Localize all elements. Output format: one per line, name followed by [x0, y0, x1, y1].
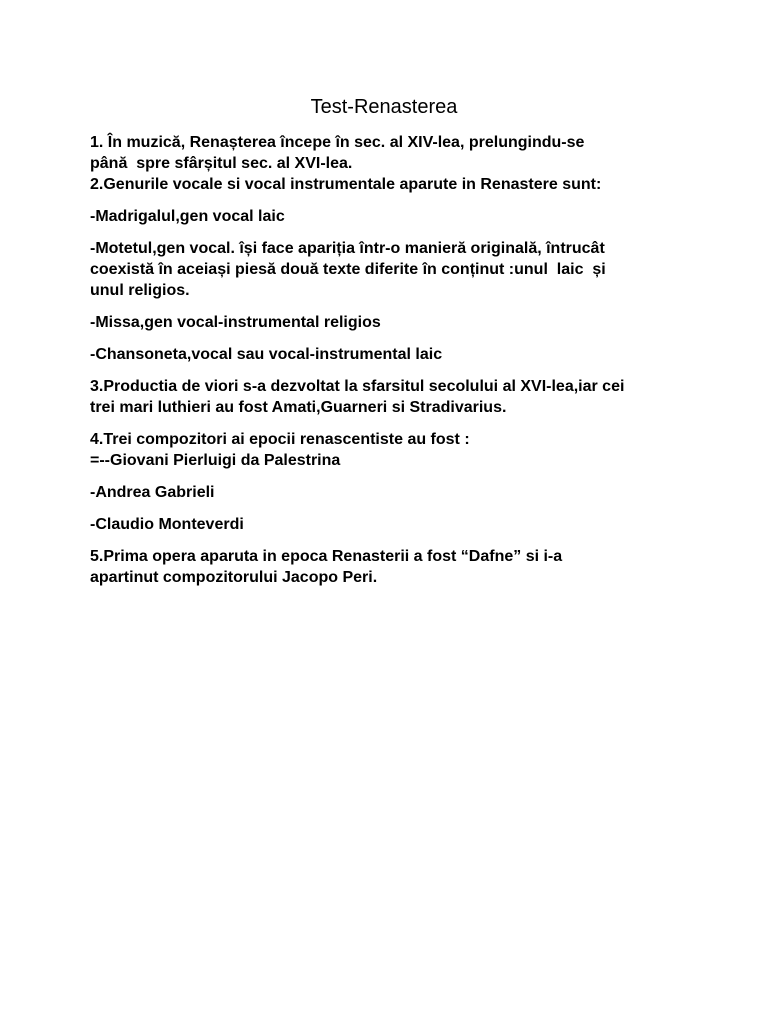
text-line: unul religios.	[90, 282, 190, 299]
document-body	[90, 132, 710, 588]
text-line: 3.Productia de viori s-a dezvoltat la sfarsitul secolului al XVI-lea,iar cei	[90, 378, 625, 395]
paragraph-gap	[90, 418, 710, 429]
paragraph-gap	[90, 195, 710, 206]
text-line: 5.Prima opera aparuta in epoca Renasterii a fost “Dafne” si i-a	[90, 548, 563, 565]
document-title: Test-Renasterea	[310, 96, 458, 118]
text-line: 4.Trei compozitori ai epocii renascentiste au fost :	[90, 431, 470, 448]
text-line: apartinut compozitorului Jacopo Peri.	[90, 569, 378, 586]
paragraph-gap	[90, 365, 710, 376]
text-line: -Chansoneta,vocal sau vocal-instrumental laic	[90, 346, 443, 363]
text-line: -Claudio Monteverdi	[90, 516, 244, 533]
paragraph-gap	[90, 535, 710, 546]
text-line: -Andrea Gabrieli	[90, 484, 215, 501]
text-line: trei mari luthieri au fost Amati,Guarneri si Stradivarius.	[90, 399, 507, 416]
paragraph-gap	[90, 333, 710, 344]
paragraph-gap	[90, 503, 710, 514]
text-line: coexistă în aceiași piesă două texte diferite în conținut :unul laic și	[90, 261, 606, 278]
text-line: =--Giovani Pierluigi da Palestrina	[90, 452, 341, 469]
text-line: 1. În muzică, Renașterea începe în sec. al XIV-lea, prelungindu-se	[90, 134, 585, 151]
paragraph-gap	[90, 301, 710, 312]
text-line: -Missa,gen vocal-instrumental religios	[90, 314, 381, 331]
paragraph-gap	[90, 471, 710, 482]
paragraph-gap	[90, 227, 710, 238]
text-line: până spre sfârșitul sec. al XVI-lea.	[90, 155, 353, 172]
text-line: -Motetul,gen vocal. își face apariția într-o manieră originală, întrucât	[90, 240, 605, 257]
text-line: 2.Genurile vocale si vocal instrumentale aparute in Renastere sunt:	[90, 176, 602, 193]
text-line: -Madrigalul,gen vocal laic	[90, 208, 285, 225]
